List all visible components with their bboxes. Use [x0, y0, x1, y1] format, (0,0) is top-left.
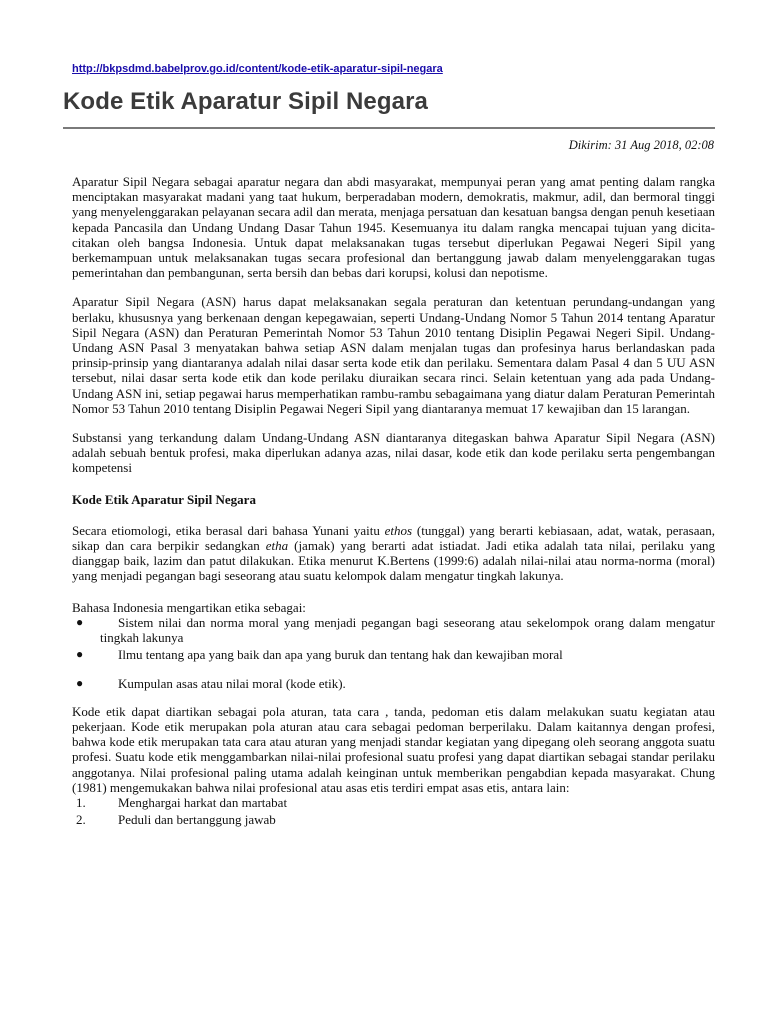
- numbered-list: [72, 795, 715, 827]
- title-divider: [63, 127, 715, 129]
- bullet-icon: ●: [76, 676, 84, 691]
- paragraph: Aparatur Sipil Negara (ASN) harus dapat melaksanakan segala peraturan dan ketentuan perundang-undangan yang berlaku, khususnya yang berkenaan dengan kepegawaian, seperti Undang-Undang Nomor 5 Tahun 2014 tentang Aparatur Sipil Negara (ASN) dan Peraturan Pemerintah Nomor 53 Tahun 2010 tentang Disiplin Pegawai Negeri Sipil. Undang-Undang ASN Pasal 3 menyatakan bahwa setiap ASN dalam menjalan tugas dan profesinya harus berlandaskan pada prinsip-prinsip yang diantaranya adalah nilai dasar serta kode etik dan perilaku. Sementara dalam Pasal 4 dan 5 UU ASN tersebut, nilai dasar serta kode etik dan kode perilaku diuraikan secara rinci. Selain ketentuan yang ada pada Undang-Undang ASN ini, setiap pegawai harus memperhatikan rambu-rambu sebagaimana yang diatur dalam Peraturan Pemerintah Nomor 53 Tahun 2010 tentang Disiplin Pegawai Negeri Sipil yang diantaranya memuat 17 kewajiban dan 15 larangan.: [72, 294, 715, 416]
- list-item: [72, 676, 715, 691]
- bullet-icon: ●: [76, 614, 84, 629]
- list-item: [72, 795, 715, 810]
- paragraph-text: Secara etiomologi, etika berasal dari bahasa Yunani yaitu: [72, 522, 385, 538]
- post-date: Dikirim: 31 Aug 2018, 02:08: [568, 138, 714, 152]
- article-body: [72, 174, 715, 829]
- list-item-text: Menghargai harkat dan martabat: [118, 794, 288, 810]
- list-item: [72, 812, 715, 827]
- list-number: 2.: [76, 812, 86, 828]
- section-heading: Kode Etik Aparatur Sipil Negara: [72, 491, 256, 507]
- list-intro: Bahasa Indonesia mengartikan etika sebagai:: [72, 599, 306, 615]
- list-number: 1.: [76, 794, 86, 810]
- paragraph: [72, 523, 715, 584]
- list-item-text: Peduli dan bertanggung jawab: [118, 812, 276, 828]
- term-etha: etha: [265, 538, 289, 554]
- page-title: Kode Etik Aparatur Sipil Negara: [63, 88, 428, 115]
- source-link[interactable]: http://bkpsdmd.babelprov.go.id/content/kode-etik-aparatur-sipil-negara: [72, 63, 443, 75]
- paragraph: Aparatur Sipil Negara sebagai aparatur negara dan abdi masyarakat, mempunyai peran yang amat penting dalam rangka menciptakan masyarakat madani yang taat hukum, berperadaban modern, demokratis, makmur, adil, dan bermoral tinggi yang menyelenggarakan pelayanan secara adil dan merata, menjaga persatuan dan kesatuan bangsa dengan penuh kesetiaan kepada Pancasila dan Undang Undang Dasar Tahun 1945. Kesemuanya itu dalam rangka mencapai tujuan yang dicita-citakan oleh bangsa Indonesia. Untuk dapat melaksanakan tugas tersebut diperlukan Pegawai Negeri Sipil yang berkemampuan untuk melaksanakan tugas secara profesional dan bertanggung jawab dalam menyelenggarakan tugas pemerintahan dan pembangunan, serta bersih dan bebas dari korupsi, kolusi dan nepotisme.: [72, 174, 715, 281]
- list-item: [72, 615, 715, 645]
- term-ethos: ethos: [384, 522, 413, 538]
- paragraph-text: (jamak) yang berarti adat istiadat. Jadi etika adalah tata nilai, perilaku yang dianggap baik, lazim dan patut dilakukan. Etika menurut K.Bertens (1999:6) adalah nilai-nilai atau norma-norma (moral) yang menjadi pegangan bagi seseorang atau suatu kelompok dalam mengatur tingkah lakunya.: [72, 538, 716, 584]
- paragraph-text: (tunggal) yang berarti kebiasaan, adat, watak, perasaan, sikap dan cara berpikir sedangkan: [72, 522, 715, 554]
- list-item: [72, 647, 715, 662]
- list-item-text: Kumpulan asas atau nilai moral (kode etik).: [118, 676, 346, 692]
- list-item-text: Ilmu tentang apa yang baik dan apa yang buruk dan tentang hak dan kewajiban moral: [118, 647, 563, 663]
- bullet-icon: ●: [76, 647, 84, 662]
- list-item-text: Sistem nilai dan norma moral yang menjadi pegangan bagi seseorang atau sekelompok orang dalam mengatur tingkah lakunya: [100, 614, 715, 646]
- bullet-list: [72, 615, 715, 692]
- paragraph: Kode etik dapat diartikan sebagai pola aturan, tata cara , tanda, pedoman etis dalam melakukan suatu kegiatan atau pekerjaan. Kode etik merupakan pola aturan atau cara sebagai pedoman berperilaku. Dalam kaitannya dengan profesi, bahwa kode etik merupakan tata cara atau aturan yang menjadi standar kegiatan yang dipegang oleh seorang anggota suatu profesi. Suatu kode etik menggambarkan nilai-nilai profesional suatu profesi yang dapat diartikan sebagai standar perilaku anggotanya. Nilai profesional paling utama adalah keinginan untuk memberikan pengabdian kepada masyarakat. Chung (1981) mengemukakan bahwa nilai profesional atau asas etis terdiri empat asas etis, antara lain:: [72, 703, 715, 795]
- paragraph: Substansi yang terkandung dalam Undang-Undang ASN diantaranya ditegaskan bahwa Aparatur Sipil Negara (ASN) adalah sebuah bentuk profesi, maka diperlukan adanya azas, nilai dasar, kode etik dan kode perilaku serta pengembangan kompetensi: [72, 430, 715, 476]
